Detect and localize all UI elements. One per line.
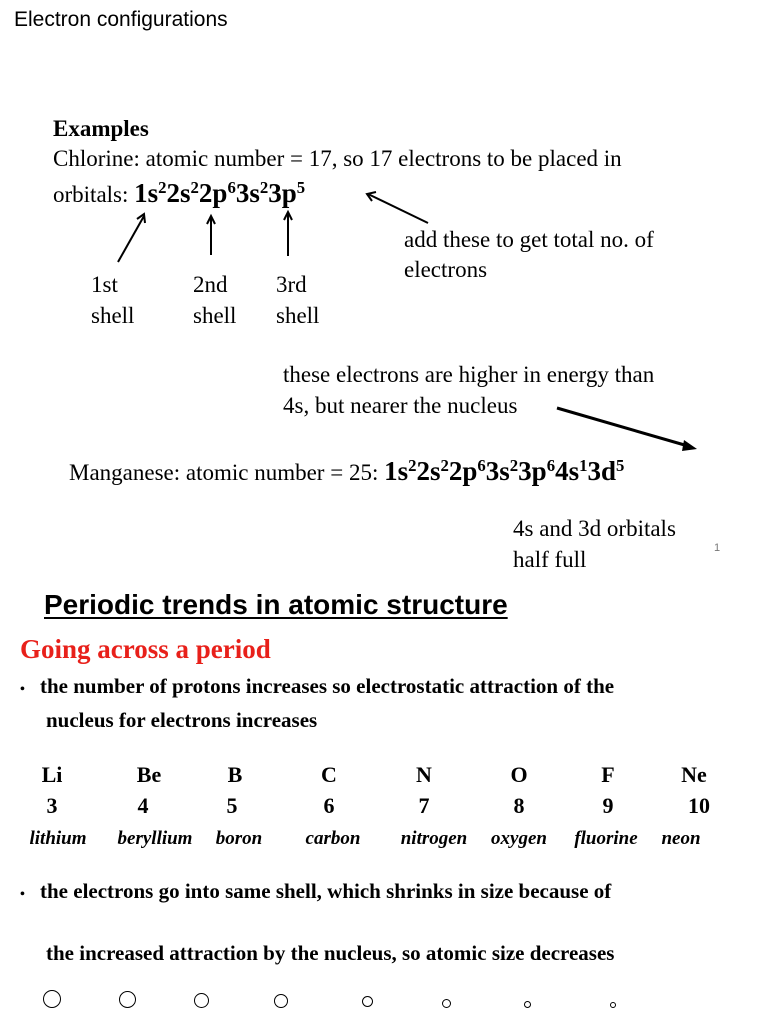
orbital-term: $2p^6$ [198, 177, 236, 208]
orbital-term: $1s^2$ [384, 455, 417, 486]
shell-label-2nd: 2nd shell [193, 272, 237, 328]
bullet-shell-shrinks: • the electrons go into same shell, which shrinks in size because of [20, 879, 612, 903]
orbital-term: $2s^2$ [166, 177, 199, 208]
element-symbol: Li [41, 762, 63, 787]
section-subtitle: Going across a period [20, 634, 271, 664]
shell-label-3rd: 3rd shell [276, 272, 320, 328]
orbital-term: $2p^6$ [448, 455, 486, 486]
circle-icon [524, 1001, 531, 1008]
arrow-icon [207, 216, 215, 255]
atomic-number: 10 [688, 793, 710, 818]
orbital-term: $2s^2$ [416, 455, 449, 486]
element-name: lithium [29, 828, 87, 849]
atomic-number: 5 [226, 793, 238, 818]
orbital-term: $3s^2$ [485, 455, 519, 486]
bullet-icon: • [20, 682, 25, 697]
atomic-number: 3 [46, 793, 58, 818]
atomic-number: 6 [323, 793, 335, 818]
slide-title: Electron configurations [14, 8, 228, 31]
chlorine-config-line [53, 178, 305, 209]
arrow-icon [284, 212, 292, 256]
orbital-term: $3p^5$ [268, 177, 306, 208]
chlorine-config [134, 178, 305, 208]
orbital-term: $1s^2$ [134, 177, 167, 208]
element-symbol: C [321, 762, 337, 787]
arrow-icon [367, 192, 428, 223]
atomic-number: 9 [602, 793, 614, 818]
element-name: boron [215, 828, 263, 849]
circle-icon [362, 996, 373, 1007]
section-title: Periodic trends in atomic structure [44, 589, 508, 620]
element-name: carbon [305, 828, 361, 849]
element-symbol: Be [136, 762, 162, 787]
orbital-term: $3s^2$ [235, 177, 269, 208]
circle-icon [119, 991, 136, 1008]
atomic-number: 8 [513, 793, 525, 818]
manganese-prefix: Manganese: atomic number = 25: [69, 460, 385, 485]
manganese-config [384, 456, 624, 486]
element-name: fluorine [574, 828, 638, 849]
shell-label-1st: 1st shell [91, 272, 135, 328]
orbital-term: $3p^6$ [518, 455, 556, 486]
bullet-icon: • [20, 887, 25, 902]
circle-icon [194, 993, 209, 1008]
element-symbol: F [601, 762, 615, 787]
manganese-config-line [69, 456, 624, 487]
circle-icon [442, 999, 451, 1008]
element-symbol: Ne [681, 762, 707, 787]
add-note: add these to get total no. of electrons [404, 227, 654, 282]
element-name: nitrogen [400, 828, 468, 849]
chlorine-description: Chlorine: atomic number = 17, so 17 electrons to be placed in [53, 146, 622, 171]
energy-note: these electrons are higher in energy than 4s, but nearer the nucleus [283, 362, 655, 418]
orbital-term: $4s^1$ [555, 455, 588, 486]
element-symbol: B [227, 762, 243, 787]
examples-heading: Examples [53, 116, 149, 141]
orbital-term: $3d^5$ [587, 455, 625, 486]
atomic-number: 7 [418, 793, 430, 818]
arrow-icon [118, 214, 145, 262]
circle-icon [43, 990, 61, 1008]
bullet-protons: • the number of protons increases so electrostatic attraction of the nucleus for electrons increases [20, 674, 615, 732]
atomic-number: 4 [137, 793, 149, 818]
element-name: oxygen [491, 828, 547, 849]
circle-icon [610, 1002, 616, 1008]
bullet-shell-shrinks-continued: the increased attraction by the nucleus, so atomic size decreases [46, 941, 615, 965]
page-number: 1 [714, 542, 721, 554]
element-symbol: O [510, 762, 528, 787]
half-full-note: 4s and 3d orbitals half full [513, 516, 676, 572]
circle-icon [274, 994, 288, 1008]
element-name: beryllium [117, 828, 193, 849]
element-symbol: N [416, 762, 432, 787]
element-name: neon [661, 828, 701, 849]
chlorine-prefix: orbitals: [53, 182, 135, 207]
